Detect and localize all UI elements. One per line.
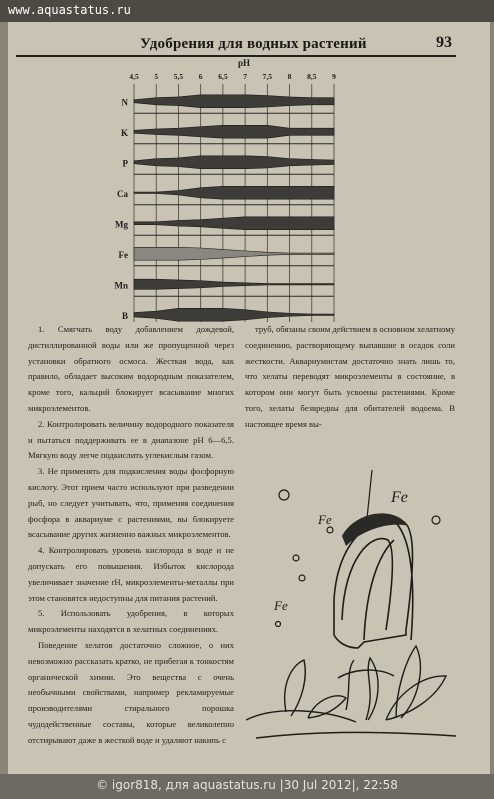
series-band-ca bbox=[134, 186, 334, 199]
col2-paragraph: труб, обязаны своим действием в основном хелатному соединению, растворяющему выпавшие в осадок соли жесткости. Аквариумистам достаточно знать лишь то, что хелаты переводят микроэлементы в состояние, в котором они могут быть усвоены растениями. Кроме того, хелаты безвредны для обитателей водоема. В настоящее время вы- bbox=[245, 324, 455, 429]
footer-copyright: © igor818, для aquastatus.ru |30 Jul 2012|, 22:58 bbox=[96, 778, 398, 792]
tick-label: 8 bbox=[287, 72, 292, 81]
series-label: B bbox=[121, 310, 128, 321]
text-column-left bbox=[28, 322, 234, 749]
series-label: P bbox=[122, 158, 128, 169]
tick-label: 7 bbox=[243, 72, 247, 81]
series-label: K bbox=[120, 127, 128, 138]
series-band-mg bbox=[134, 217, 334, 230]
col1-paragraph: 2. Контролировать величину водородного показателя и пытаться поддерживать ее в диапазоне рН 6—6,5. Мягкую воду легче подкислить углекислым газом. bbox=[28, 418, 234, 461]
series-band-b bbox=[134, 308, 334, 321]
series-label: N bbox=[121, 97, 128, 108]
top-watermark-bar bbox=[0, 0, 494, 22]
series-band-n bbox=[134, 95, 334, 108]
series-label: Mn bbox=[114, 280, 128, 291]
series-label: Fe bbox=[118, 249, 128, 260]
tick-label: 7,5 bbox=[262, 72, 273, 81]
series-band-k bbox=[134, 125, 334, 138]
axis-label-ph: pH bbox=[237, 58, 251, 68]
tick-label: 6,5 bbox=[218, 72, 228, 81]
tick-label: 5 bbox=[154, 72, 159, 81]
tick-label: 4,5 bbox=[129, 72, 139, 81]
header-rule bbox=[16, 55, 456, 57]
series-band-mn bbox=[134, 279, 334, 289]
footer-bar bbox=[0, 774, 494, 799]
page-number: 93 bbox=[436, 34, 452, 51]
series-label: Mg bbox=[115, 219, 128, 230]
series-band-fe bbox=[134, 247, 334, 260]
page-header-title: Удобрения для водных растений bbox=[140, 36, 367, 52]
plant-illustration bbox=[246, 470, 466, 760]
series-band-p bbox=[134, 156, 334, 169]
tick-label: 6 bbox=[198, 72, 203, 81]
plant-leaves bbox=[246, 646, 456, 738]
text-column-right bbox=[245, 322, 455, 433]
fe-label-1: Fe bbox=[391, 489, 408, 506]
tick-label: 8,5 bbox=[307, 72, 317, 81]
col1-paragraph: Поведение хелатов достаточно сложное, о них невозможно рассказать кратко, не прибегая к тонкостям органической химии. Это вещества с очень необычными свойствами, например рекламируемые производителями стирального порошка чудодейственные составы, которые великолепно отстирывают даже в жесткой воде и удаляют накипь с bbox=[28, 639, 234, 745]
col1-paragraph: 5. Использовать удобрения, в которых микроэлементы находятся в хелатных соединениях. bbox=[28, 608, 234, 635]
tick-label: 9 bbox=[332, 72, 336, 81]
col1-paragraph: 4. Контролировать уровень кислорода в воде и не допускать его повышения. Избыток кислорода увеличивает значение rH, микроэлементы-металлы при этом становятся недоступны для питания растений. bbox=[28, 545, 234, 603]
watermark-url: www.aquastatus.ru bbox=[8, 3, 131, 17]
ph-availability-chart bbox=[110, 58, 350, 322]
tick-label: 5,5 bbox=[173, 72, 184, 81]
col1-paragraph: 1. Смягчать воду добавлением дождевой, дистиллированной воды или же пропущенной через установки обратного осмоса. Жесткая вода, как правило, обладает высоким водородным показателем, кроме того, кальций блокирует всасывание многих микроэлементов. bbox=[28, 324, 234, 413]
col1-paragraph: 3. Не применять для подкисления воды фосфорную кислоту. Этот прием часто используют при разведении рыб, но следует учитывать, что, применяя соединения фосфора в аквариуме с растениями, вы блокируете всасывание других жизненно важных микроэлементов. bbox=[28, 466, 234, 540]
fe-label-3: Fe bbox=[274, 598, 288, 613]
fe-label-2: Fe bbox=[318, 512, 332, 527]
series-label: Ca bbox=[117, 188, 128, 199]
